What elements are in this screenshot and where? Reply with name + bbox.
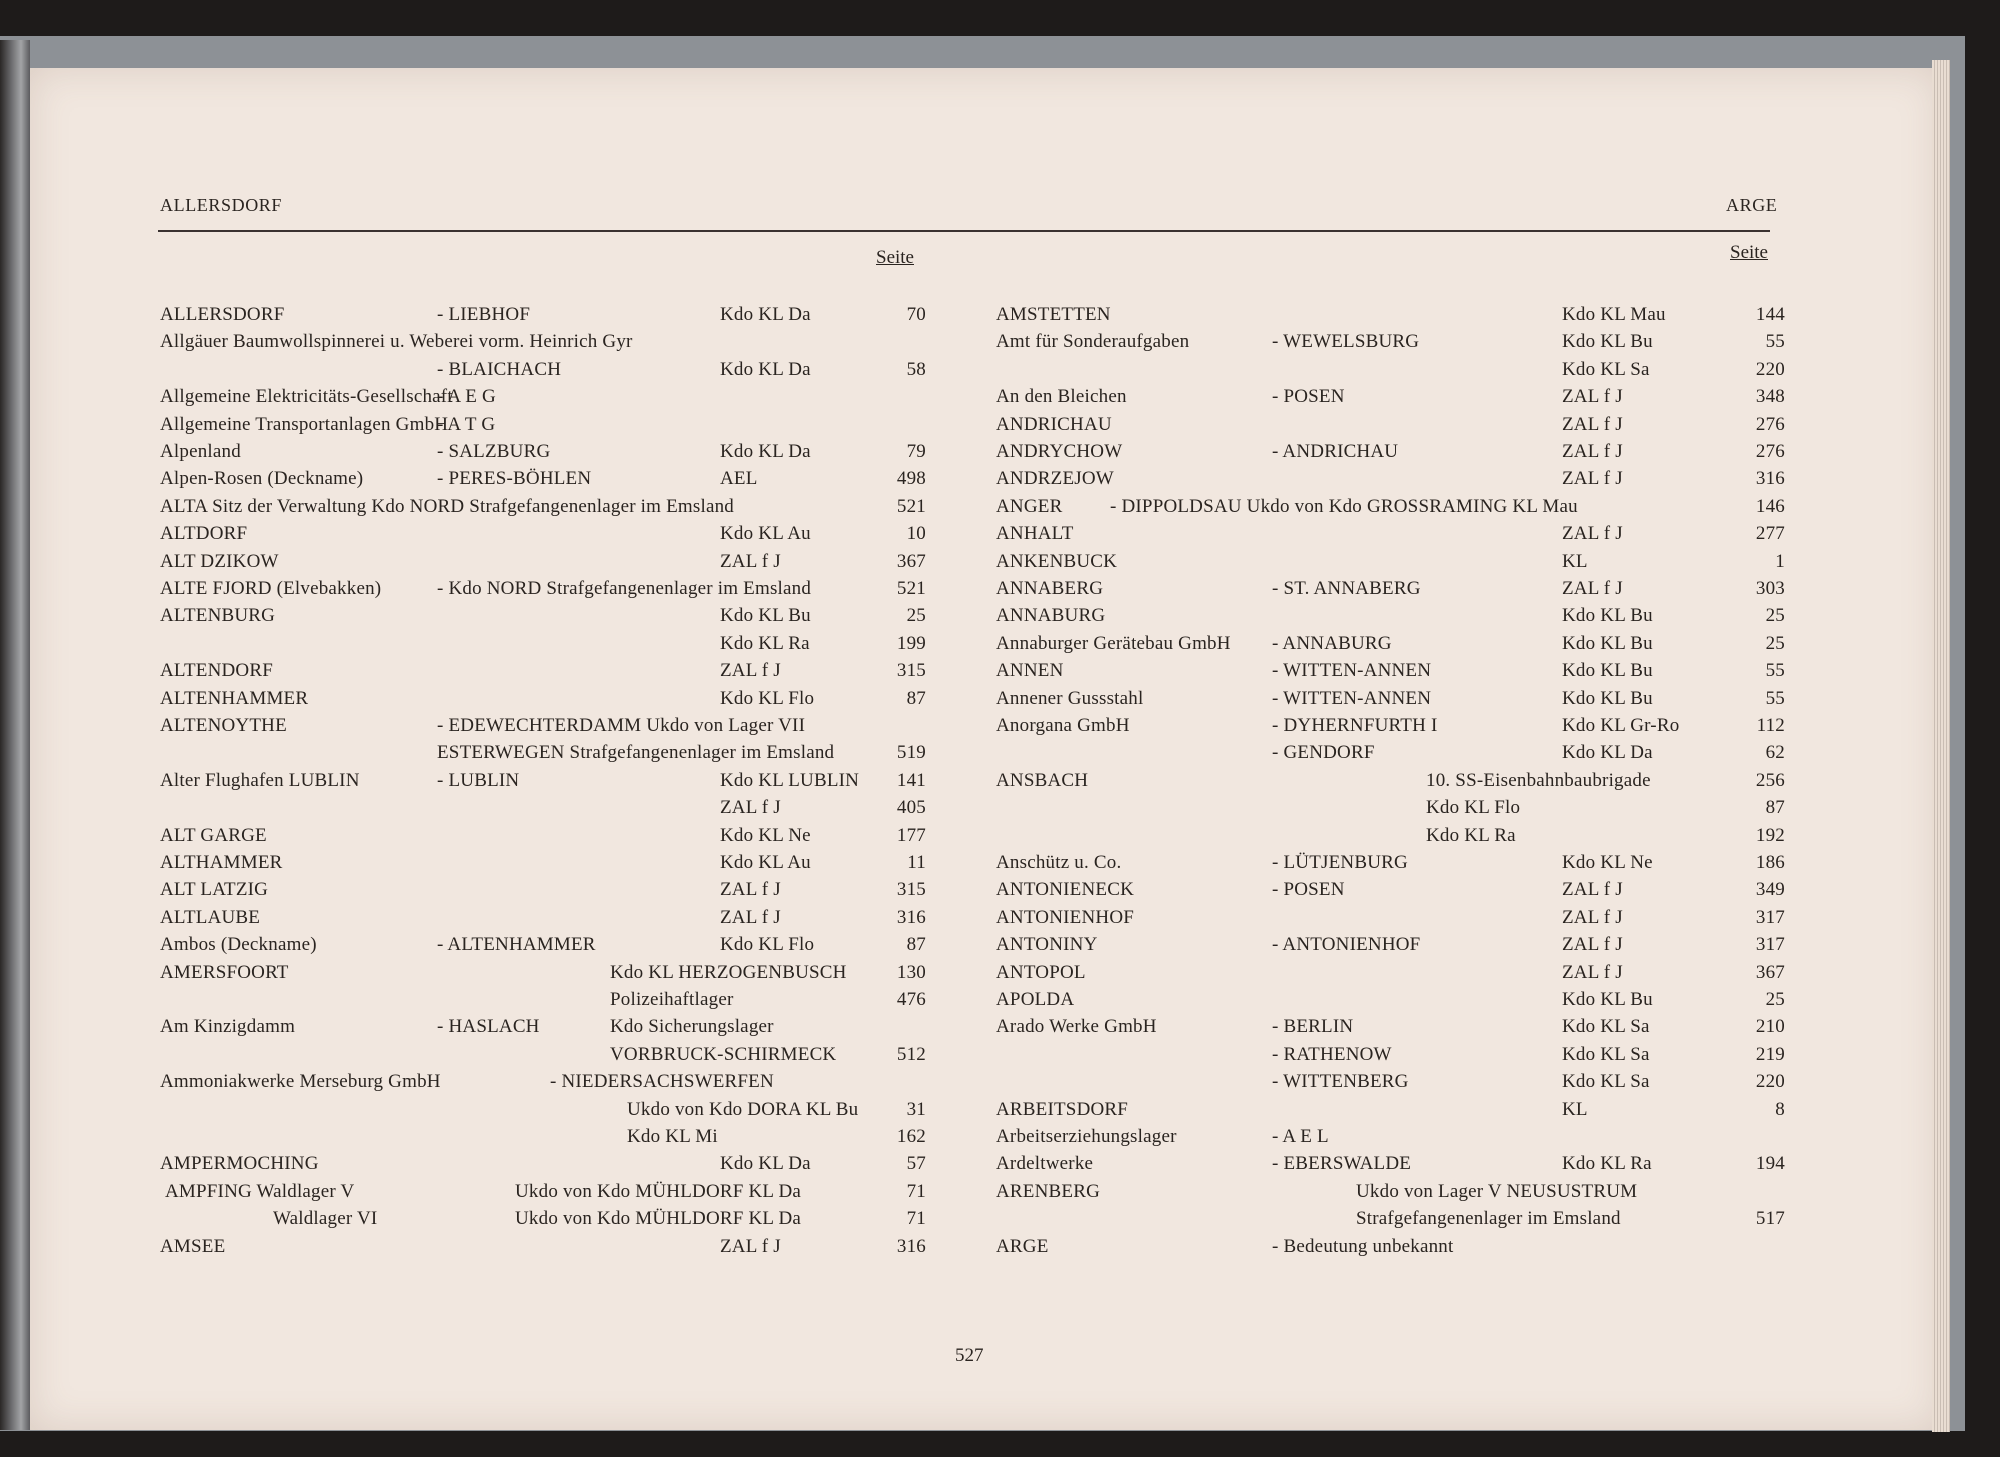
index-cell: - LUBLIN — [437, 769, 520, 791]
index-cell: 87 — [906, 687, 926, 709]
index-cell: 317 — [1755, 906, 1785, 928]
index-cell: Kdo KL Sa — [1562, 1071, 1650, 1093]
index-cell: 220 — [1755, 358, 1785, 380]
index-cell: 367 — [896, 550, 926, 572]
index-cell: - EDEWECHTERDAMM Ukdo von Lager VII — [437, 715, 806, 736]
index-cell: ALTENOYTHE — [160, 715, 287, 736]
index-cell: KL — [1562, 550, 1588, 572]
index-cell: ANDRICHAU — [996, 413, 1112, 435]
index-cell: Annaburger Gerätebau GmbH — [996, 632, 1231, 654]
index-cell: 8 — [1775, 1098, 1785, 1120]
index-cell: ZAL f J — [1562, 961, 1623, 983]
index-cell: 315 — [896, 879, 926, 901]
index-cell: 31 — [906, 1098, 926, 1120]
index-cell: ALTE FJORD (Elvebakken) — [160, 578, 382, 599]
index-cell: ZAL f J — [1562, 578, 1623, 599]
index-cell: Amt für Sonderaufgaben — [996, 331, 1190, 353]
index-cell: Kdo KL Ra — [720, 632, 810, 654]
index-cell: - DYHERNFURTH I — [1272, 715, 1438, 736]
index-cell: Ukdo von Kdo MÜHLDORF KL Da — [515, 1208, 801, 1230]
page-number: 527 — [955, 1345, 984, 1366]
index-cell: ZAL f J — [720, 906, 781, 928]
index-cell: ZAL f J — [720, 879, 781, 901]
index-cell: 349 — [1755, 879, 1785, 901]
index-cell: Arado Werke GmbH — [996, 1016, 1157, 1038]
index-cell: - A E G — [437, 386, 496, 408]
index-cell: Allgäuer Baumwollspinnerei u. Weberei vorm. Heinrich Gyr — [160, 331, 633, 353]
index-cell: 517 — [1755, 1208, 1785, 1230]
index-cell: Ukdo von Lager V NEUSUSTRUM — [1356, 1180, 1638, 1202]
index-cell: 87 — [1765, 797, 1785, 819]
index-cell: 62 — [1765, 742, 1785, 764]
index-cell: - ALTENHAMMER — [437, 934, 596, 956]
index-cell: Kdo KL Ne — [1562, 852, 1653, 873]
index-cell: Kdo KL Da — [720, 304, 811, 325]
index-cell: Kdo KL Da — [720, 441, 811, 462]
index-cell: AMSEE — [160, 1235, 226, 1257]
index-cell: Kdo KL Au — [720, 523, 811, 545]
index-cell: Kdo KL Da — [720, 358, 811, 380]
index-cell: Ardeltwerke — [996, 1153, 1094, 1175]
index-cell: - ANTONIENHOF — [1272, 934, 1421, 956]
index-cell: ALTDORF — [160, 523, 248, 545]
index-cell: ZAL f J — [1562, 906, 1623, 928]
index-cell: 512 — [896, 1043, 926, 1065]
index-cell: 315 — [896, 660, 926, 682]
index-cell: 186 — [1755, 852, 1785, 873]
index-cell: 192 — [1755, 824, 1785, 846]
index-cell: Ambos (Deckname) — [160, 934, 317, 956]
index-cell: Kdo KL Au — [720, 852, 811, 873]
index-cell: 199 — [896, 632, 926, 654]
index-cell: 141 — [896, 769, 926, 791]
index-cell: 276 — [1755, 413, 1785, 435]
index-cell: Kdo KL Bu — [1562, 989, 1653, 1010]
index-cell: ARBEITSDORF — [996, 1098, 1129, 1120]
index-cell: Kdo KL Bu — [1562, 331, 1653, 353]
index-cell: Kdo KL Bu — [1562, 605, 1653, 627]
index-cell: 87 — [906, 934, 926, 956]
index-cell: Arbeitserziehungslager — [996, 1126, 1177, 1147]
index-cell: 210 — [1755, 1016, 1785, 1038]
index-cell: ALLERSDORF — [160, 304, 285, 325]
index-cell: 521 — [896, 495, 926, 517]
index-cell: Kdo KL Ra — [1426, 824, 1516, 846]
index-cell: ANKENBUCK — [996, 550, 1118, 572]
index-cell: Kdo KL Gr-Ro — [1562, 715, 1680, 736]
seite-label-left: Seite — [876, 247, 914, 268]
index-cell: 57 — [906, 1153, 926, 1175]
index-cell: 405 — [896, 797, 926, 819]
index-cell: ALTENBURG — [160, 605, 276, 627]
index-cell: 317 — [1755, 934, 1785, 956]
index-cell: - POSEN — [1272, 879, 1345, 901]
index-cell: ANGER — [996, 495, 1063, 517]
index-cell: - ANDRICHAU — [1272, 441, 1399, 462]
index-cell: - WITTEN-ANNEN — [1272, 660, 1432, 682]
index-cell: Kdo KL Sa — [1562, 358, 1650, 380]
header-rule — [158, 230, 1770, 232]
index-cell: 194 — [1755, 1153, 1785, 1175]
index-cell: 79 — [906, 441, 926, 462]
index-cell: Ukdo von Kdo MÜHLDORF KL Da — [515, 1180, 801, 1202]
seite-label-right: Seite — [1730, 242, 1768, 263]
index-cell: ARGE — [996, 1235, 1049, 1257]
index-cell: 146 — [1755, 495, 1785, 517]
index-cell: 367 — [1755, 961, 1785, 983]
index-cell: Polizeihaftlager — [610, 989, 734, 1010]
index-cell: ANNABERG — [996, 578, 1104, 599]
index-cell: KL — [1562, 1098, 1588, 1120]
index-cell: ZAL f J — [1562, 879, 1623, 901]
index-cell: ZAL f J — [720, 550, 781, 572]
index-cell: 303 — [1755, 578, 1785, 599]
index-cell: ALTENHAMMER — [160, 687, 309, 709]
index-cell: 112 — [1756, 715, 1785, 736]
index-cell: ANDRYCHOW — [996, 441, 1123, 462]
index-cell: Kdo KL Mau — [1562, 304, 1666, 325]
index-cell: Kdo KL HERZOGENBUSCH — [610, 961, 847, 983]
index-cell: 130 — [896, 961, 926, 983]
index-cell: Kdo KL Flo — [720, 934, 815, 956]
index-cell: ALTA Sitz der Verwaltung Kdo NORD Strafgefangenenlager im Emsland — [160, 495, 734, 517]
index-cell: 256 — [1755, 769, 1785, 791]
index-cell: APOLDA — [996, 989, 1075, 1010]
index-cell: - NIEDERSACHSWERFEN — [550, 1071, 774, 1093]
index-cell: Kdo Sicherungslager — [610, 1016, 774, 1038]
index-cell: ZAL f J — [720, 1235, 781, 1257]
index-cell: Alter Flughafen LUBLIN — [160, 769, 360, 791]
index-cell: 25 — [906, 605, 926, 627]
index-cell: 220 — [1755, 1071, 1785, 1093]
index-cell: 316 — [896, 906, 926, 928]
index-cell: ZAL f J — [1562, 468, 1623, 490]
index-cell: Allgemeine Elektricitäts-Gesellschaft — [160, 386, 453, 408]
index-cell: 277 — [1755, 523, 1785, 545]
index-cell: 476 — [896, 989, 926, 1010]
index-cell: AMPFING Waldlager V — [165, 1180, 355, 1202]
index-cell: 11 — [907, 852, 926, 873]
index-cell: - BERLIN — [1272, 1016, 1354, 1038]
index-cell: ANTONINY — [996, 934, 1098, 956]
index-cell: ANNEN — [996, 660, 1064, 682]
index-cell: Waldlager VI — [273, 1208, 378, 1230]
book-spine — [0, 40, 30, 1430]
index-cell: ANDRZEJOW — [996, 468, 1114, 490]
index-cell: Annener Gussstahl — [996, 687, 1144, 709]
index-cell: 10. SS-Eisenbahnbaubrigade — [1426, 769, 1651, 791]
index-cell: Kdo KL Bu — [720, 605, 811, 627]
index-cell: - POSEN — [1272, 386, 1345, 408]
index-cell: Kdo KL Ra — [1562, 1153, 1652, 1175]
index-cell: An den Bleichen — [996, 386, 1127, 408]
index-cell: 316 — [896, 1235, 926, 1257]
index-cell: Kdo KL Flo — [720, 687, 815, 709]
index-cell: - Kdo NORD Strafgefangenenlager im Emsland — [437, 578, 812, 599]
index-cell: 55 — [1765, 331, 1785, 353]
index-cell: ALT LATZIG — [160, 879, 269, 901]
index-cell: ARENBERG — [996, 1180, 1100, 1202]
index-cell: 348 — [1755, 386, 1785, 408]
index-cell: ANTOPOL — [996, 961, 1086, 983]
index-cell: 25 — [1765, 989, 1785, 1010]
index-cell: 276 — [1755, 441, 1785, 462]
index-cell: AEL — [720, 468, 758, 490]
index-cell: 498 — [896, 468, 926, 490]
index-cell: - RATHENOW — [1272, 1043, 1392, 1065]
index-cell: Ammoniakwerke Merseburg GmbH — [160, 1071, 441, 1093]
index-cell: Alpen-Rosen (Deckname) — [160, 468, 364, 490]
index-cell: ZAL f J — [720, 660, 781, 682]
index-cell: - PERES-BÖHLEN — [437, 468, 592, 490]
index-cell: 519 — [896, 742, 926, 764]
index-cell: ZAL f J — [1562, 934, 1623, 956]
index-cell: - SALZBURG — [437, 441, 551, 462]
index-cell: - WITTEN-ANNEN — [1272, 687, 1432, 709]
index-cell: Kdo KL Bu — [1562, 660, 1653, 682]
index-cell: 70 — [906, 304, 926, 325]
index-cell: - WEWELSBURG — [1272, 331, 1420, 353]
index-cell: - BLAICHACH — [437, 358, 562, 380]
index-cell: ESTERWEGEN Strafgefangenenlager im Emsland — [437, 742, 835, 764]
index-cell: AMSTETTEN — [996, 304, 1111, 325]
index-cell: Kdo KL Bu — [1562, 687, 1653, 709]
index-cell: 144 — [1755, 304, 1785, 325]
index-cell: ALT GARGE — [160, 824, 267, 846]
index-cell: 10 — [906, 523, 926, 545]
index-cell: 162 — [896, 1126, 926, 1147]
index-cell: VORBRUCK-SCHIRMECK — [610, 1043, 837, 1065]
index-cell: Allgemeine Transportanlagen GmbH — [160, 413, 449, 435]
index-cell: Anorgana GmbH — [996, 715, 1130, 736]
index-cell: - ANNABURG — [1272, 632, 1392, 654]
index-cell: - ST. ANNABERG — [1272, 578, 1421, 599]
index-cell: Kdo KL Flo — [1426, 797, 1521, 819]
index-cell: 521 — [896, 578, 926, 599]
index-cell: Ukdo von Kdo DORA KL Bu — [627, 1098, 859, 1120]
index-cell: 71 — [906, 1208, 926, 1230]
index-cell: - HASLACH — [437, 1016, 540, 1038]
index-cell: Kdo KL Ne — [720, 824, 811, 846]
index-cell: - A T G — [437, 413, 496, 435]
index-cell: 1 — [1775, 550, 1785, 572]
index-cell: 55 — [1765, 660, 1785, 682]
index-cell: ALT DZIKOW — [160, 550, 279, 572]
index-cell: ZAL f J — [720, 797, 781, 819]
index-cell: Kdo KL Mi — [627, 1126, 718, 1147]
index-cell: Strafgefangenenlager im Emsland — [1356, 1208, 1621, 1230]
index-cell: Kdo KL Bu — [1562, 632, 1653, 654]
index-cell: 316 — [1755, 468, 1785, 490]
index-cell: - EBERSWALDE — [1272, 1153, 1412, 1175]
index-cell: 58 — [906, 358, 926, 380]
index-cell: 219 — [1755, 1043, 1785, 1065]
index-cell: 71 — [906, 1180, 926, 1202]
index-cell: ANTONIENHOF — [996, 906, 1135, 928]
index-cell: ZAL f J — [1562, 413, 1623, 435]
running-head-right: ARGE — [1726, 195, 1778, 215]
index-cell: - WITTENBERG — [1272, 1071, 1409, 1093]
index-cell: ANTONIENECK — [996, 879, 1135, 901]
index-cell: 177 — [896, 824, 926, 846]
index-cell: ZAL f J — [1562, 523, 1623, 545]
index-cell: - GENDORF — [1272, 742, 1375, 764]
index-cell: Anschütz u. Co. — [996, 852, 1122, 873]
index-cell: - A E L — [1272, 1126, 1329, 1147]
index-cell: Alpenland — [160, 441, 241, 462]
index-cell: Kdo KL Da — [720, 1153, 811, 1175]
index-cell: AMERSFOORT — [160, 961, 289, 983]
index-cell: ANNABURG — [996, 605, 1106, 627]
index-cell: ZAL f J — [1562, 386, 1623, 408]
index-cell: ALTENDORF — [160, 660, 273, 682]
index-cell: ANSBACH — [996, 769, 1089, 791]
index-cell: Kdo KL LUBLIN — [720, 769, 860, 791]
index-cell: 55 — [1765, 687, 1785, 709]
index-cell: Am Kinzigdamm — [160, 1016, 296, 1038]
page-edges — [1932, 60, 1950, 1432]
index-cell: ANHALT — [996, 523, 1074, 545]
index-cell: - DIPPOLDSAU Ukdo von Kdo GROSSRAMING KL Mau — [1110, 495, 1578, 517]
index-cell: ALTLAUBE — [160, 906, 261, 928]
index-cell: AMPERMOCHING — [160, 1153, 319, 1175]
index-cell: ZAL f J — [1562, 441, 1623, 462]
index-cell: - LIEBHOF — [437, 304, 531, 325]
index-cell: Kdo KL Sa — [1562, 1016, 1650, 1038]
index-cell: - Bedeutung unbekannt — [1272, 1235, 1454, 1257]
index-cell: 25 — [1765, 632, 1785, 654]
index-cell: ALTHAMMER — [160, 852, 283, 873]
index-cell: Kdo KL Da — [1562, 742, 1653, 764]
index-cell: 25 — [1765, 605, 1785, 627]
index-cell: Kdo KL Sa — [1562, 1043, 1650, 1065]
index-cell: - LÜTJENBURG — [1272, 852, 1408, 873]
running-head-left: ALLERSDORF — [160, 195, 283, 215]
